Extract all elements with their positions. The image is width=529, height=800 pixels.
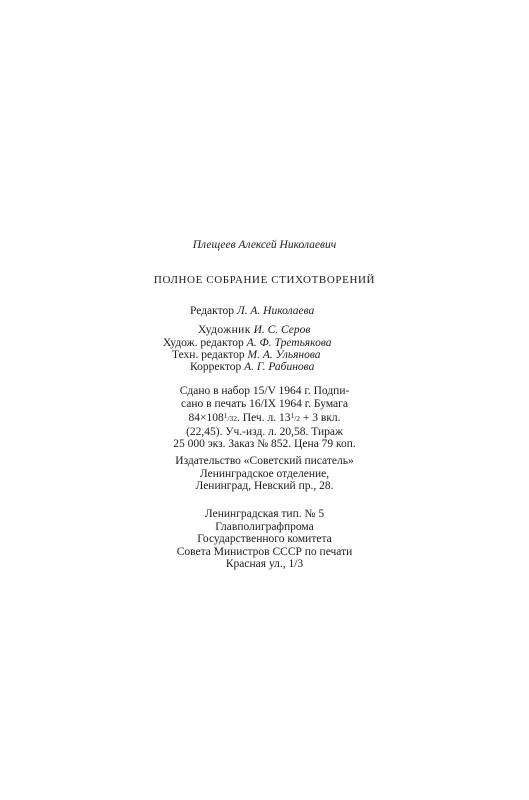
artist-line <box>198 324 310 337</box>
paper-format: 84×108 <box>188 412 224 425</box>
proofreader-line <box>190 361 314 374</box>
inserts: + 3 вкл. <box>300 412 341 425</box>
printing-line-5: 25 000 экз. Заказ № 852. Цена 79 коп. <box>173 438 356 451</box>
tech-editor-name: М. А. Ульянова <box>247 349 321 361</box>
printing-line-3: $84\times 108^1/32$. Печ. л. $13^1/2 + 3$ вкл. <box>188 411 341 425</box>
sheets-label: . Печ. л. 13 <box>237 412 291 425</box>
tech-editor-label: Техн. редактор <box>172 349 245 361</box>
printer-block <box>0 508 529 571</box>
proofreader-name: А. Г. Рабинова <box>244 361 315 373</box>
editor-label: Редактор <box>190 305 234 317</box>
publisher-block <box>0 455 529 493</box>
publisher-line-3: Ленинград, Невский пр., 28. <box>195 480 334 493</box>
editor-line <box>190 305 314 318</box>
proofreader-label: Корректор <box>190 361 242 373</box>
printer-line-4: Совета Министров СССР по печати <box>176 545 353 558</box>
art-editor-name: А. Ф. Третьякова <box>246 337 332 349</box>
printer-line-1: Ленинградская тип. № 5 <box>204 508 325 520</box>
publisher-line-1: Издательство «Советский писатель» <box>175 455 354 467</box>
printer-line-2: Главполиграфпрома <box>215 520 314 533</box>
book-title: ПОЛНОЕ СОБРАНИЕ СТИХОТВОРЕНИЙ <box>153 274 376 286</box>
artist-label: Художник <box>198 324 251 336</box>
artist-name: И. С. Серов <box>253 324 311 336</box>
printing-line-2: сано в печать 16/IX 1964 г. Бумага <box>181 397 348 410</box>
art-editor-label: Худож. редактор <box>163 337 244 349</box>
author-name: Плещеев Алексей Николаевич <box>192 239 337 251</box>
editor-name: Л. А. Николаева <box>236 305 315 317</box>
printer-line-5: Красная ул., 1/3 <box>225 558 304 571</box>
printer-line-3: Государственного комитета <box>197 533 332 546</box>
printing-line-1: Сдано в набор 15/V 1964 г. Подпи- <box>179 385 350 397</box>
printing-details <box>0 385 529 451</box>
printing-line-4: (22,45). Уч.-изд. л. 20,58. Тираж <box>186 425 343 438</box>
publisher-line-2: Ленинградское отделение, <box>199 467 330 480</box>
